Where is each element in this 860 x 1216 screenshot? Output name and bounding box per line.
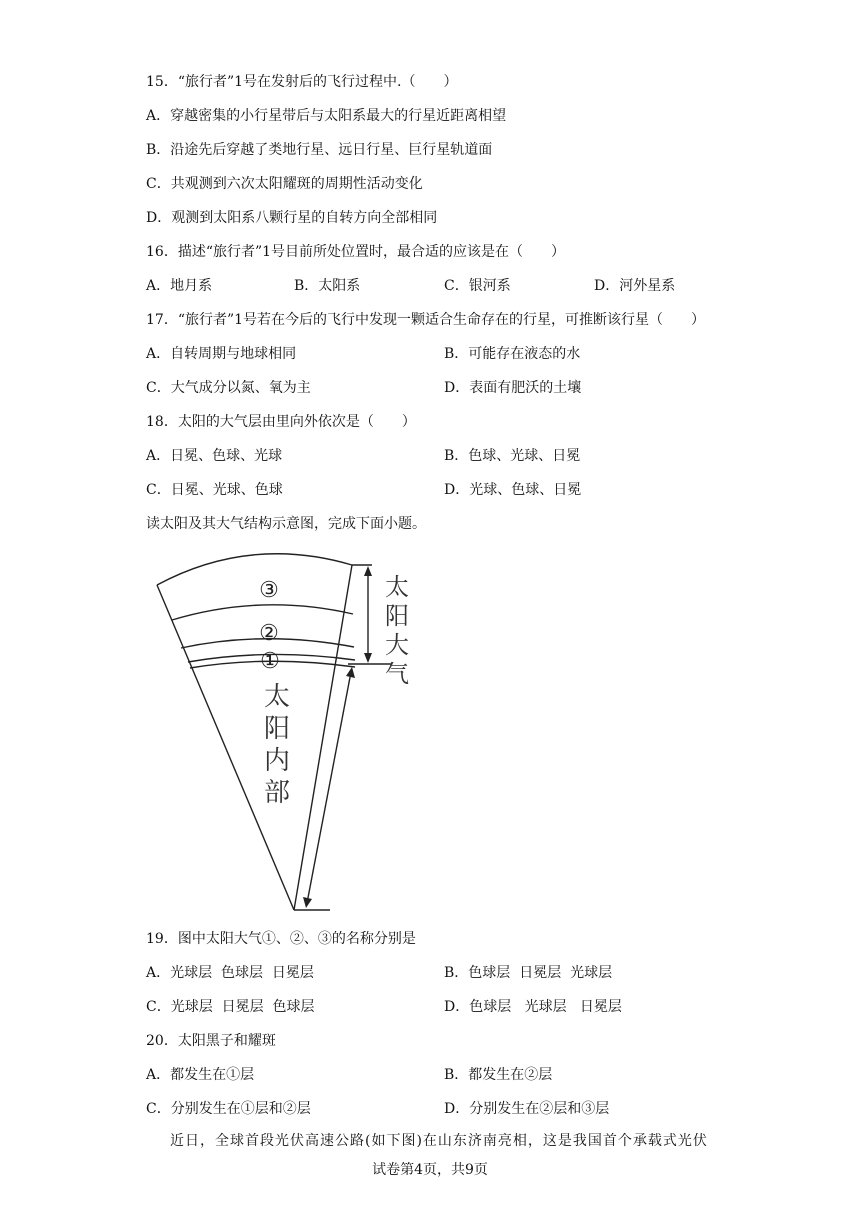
q16-stem: 16．描述“旅行者”1号目前所处位置时，最合适的应该是在（ ）: [146, 244, 566, 260]
q18-stem: 18．太阳的大气层由里向外依次是（ ）: [146, 414, 416, 430]
atmos-label-char-1: 太: [385, 573, 409, 601]
q19-option-d: D．色球层 光球层 日冕层: [444, 999, 622, 1015]
q18-option-c: C．日冕、光球、色球: [146, 482, 283, 498]
q19-option-b: B．色球层 日冕层 光球层: [444, 965, 613, 981]
atmos-label-char-3: 大: [385, 631, 409, 659]
q17-option-c: C．大气成分以氮、氧为主: [146, 380, 311, 396]
q15-option-d: D．观测到太阳系八颗行星的自转方向全部相同: [146, 210, 438, 226]
interior-arrow-down-icon: [303, 897, 312, 908]
atmos-arrow-down-icon: [364, 653, 372, 663]
q20-option-b: B．都发生在②层: [444, 1067, 553, 1083]
q20-option-c: C．分别发生在①层和②层: [146, 1101, 311, 1117]
q18-option-b: B．色球、光球、日冕: [444, 448, 581, 464]
q16-option-c: C．银河系: [444, 278, 511, 294]
q18-option-d: D．光球、色球、日冕: [444, 482, 582, 498]
q19-stem: 19．图中太阳大气①、②、③的名称分别是: [146, 931, 416, 947]
interior-label-char-4: 部: [263, 778, 291, 808]
next-question-intro: 近日，全球首段光伏高速公路(如下图)在山东济南亮相，这是我国首个承载式光伏: [170, 1133, 708, 1149]
q18-option-a: A．日冕、色球、光球: [146, 448, 283, 464]
atmos-label-char-2: 阳: [385, 602, 409, 630]
layer-2-label: ②: [259, 621, 279, 646]
q15-option-a: A．穿越密集的小行星带后与太阳系最大的行星近距离相望: [146, 108, 507, 124]
q20-option-a: A．都发生在①层: [146, 1067, 255, 1083]
interior-arrow-line: [307, 672, 351, 903]
q15-option-b: B．沿途先后穿越了类地行星、远日行星、巨行星轨道面: [146, 142, 493, 158]
q17-option-a: A．自转周期与地球相同: [146, 346, 297, 362]
interior-arrow-up-icon: [346, 667, 355, 678]
q19-option-a: A．光球层 色球层 日冕层: [146, 965, 314, 981]
atmos-arrow-up-icon: [364, 566, 372, 576]
q15-stem: 15．“旅行者”1号在发射后的飞行过程中.（ ）: [146, 74, 458, 90]
atmos-label-char-4: 气: [385, 660, 409, 688]
q20-stem: 20．太阳黑子和耀斑: [146, 1033, 276, 1049]
q17-option-d: D．表面有肥沃的土壤: [444, 380, 582, 396]
sector-right-edge: [294, 565, 352, 910]
arc-3-2: [172, 605, 353, 620]
q16-option-a: A．地月系: [146, 278, 213, 294]
q17-option-b: B．可能存在液态的水: [444, 346, 581, 362]
q16-option-b: B．太阳系: [294, 278, 361, 294]
q15-option-c: C．共观测到六次太阳耀斑的周期性活动变化: [146, 176, 423, 192]
q19-option-c: C．光球层 日冕层 色球层: [146, 999, 315, 1015]
layer-1-label: ①: [260, 649, 280, 674]
interior-label-char-3: 内: [263, 746, 291, 776]
interior-label-char-1: 太: [263, 682, 291, 712]
q17-stem: 17．“旅行者”1号若在今后的飞行中发现一颗适合生命存在的行星，可推断该行星（ ）: [146, 312, 706, 328]
diagram-intro: 读太阳及其大气结构示意图，完成下面小题。: [146, 516, 426, 532]
q20-option-d: D．分别发生在②层和③层: [444, 1101, 610, 1117]
layer-3-label: ③: [259, 578, 279, 603]
q16-option-d: D．河外星系: [594, 278, 676, 294]
outer-arc: [157, 554, 352, 585]
interior-label-char-2: 阳: [263, 714, 291, 744]
page-footer: 试卷第4页，共9页: [372, 1162, 488, 1178]
